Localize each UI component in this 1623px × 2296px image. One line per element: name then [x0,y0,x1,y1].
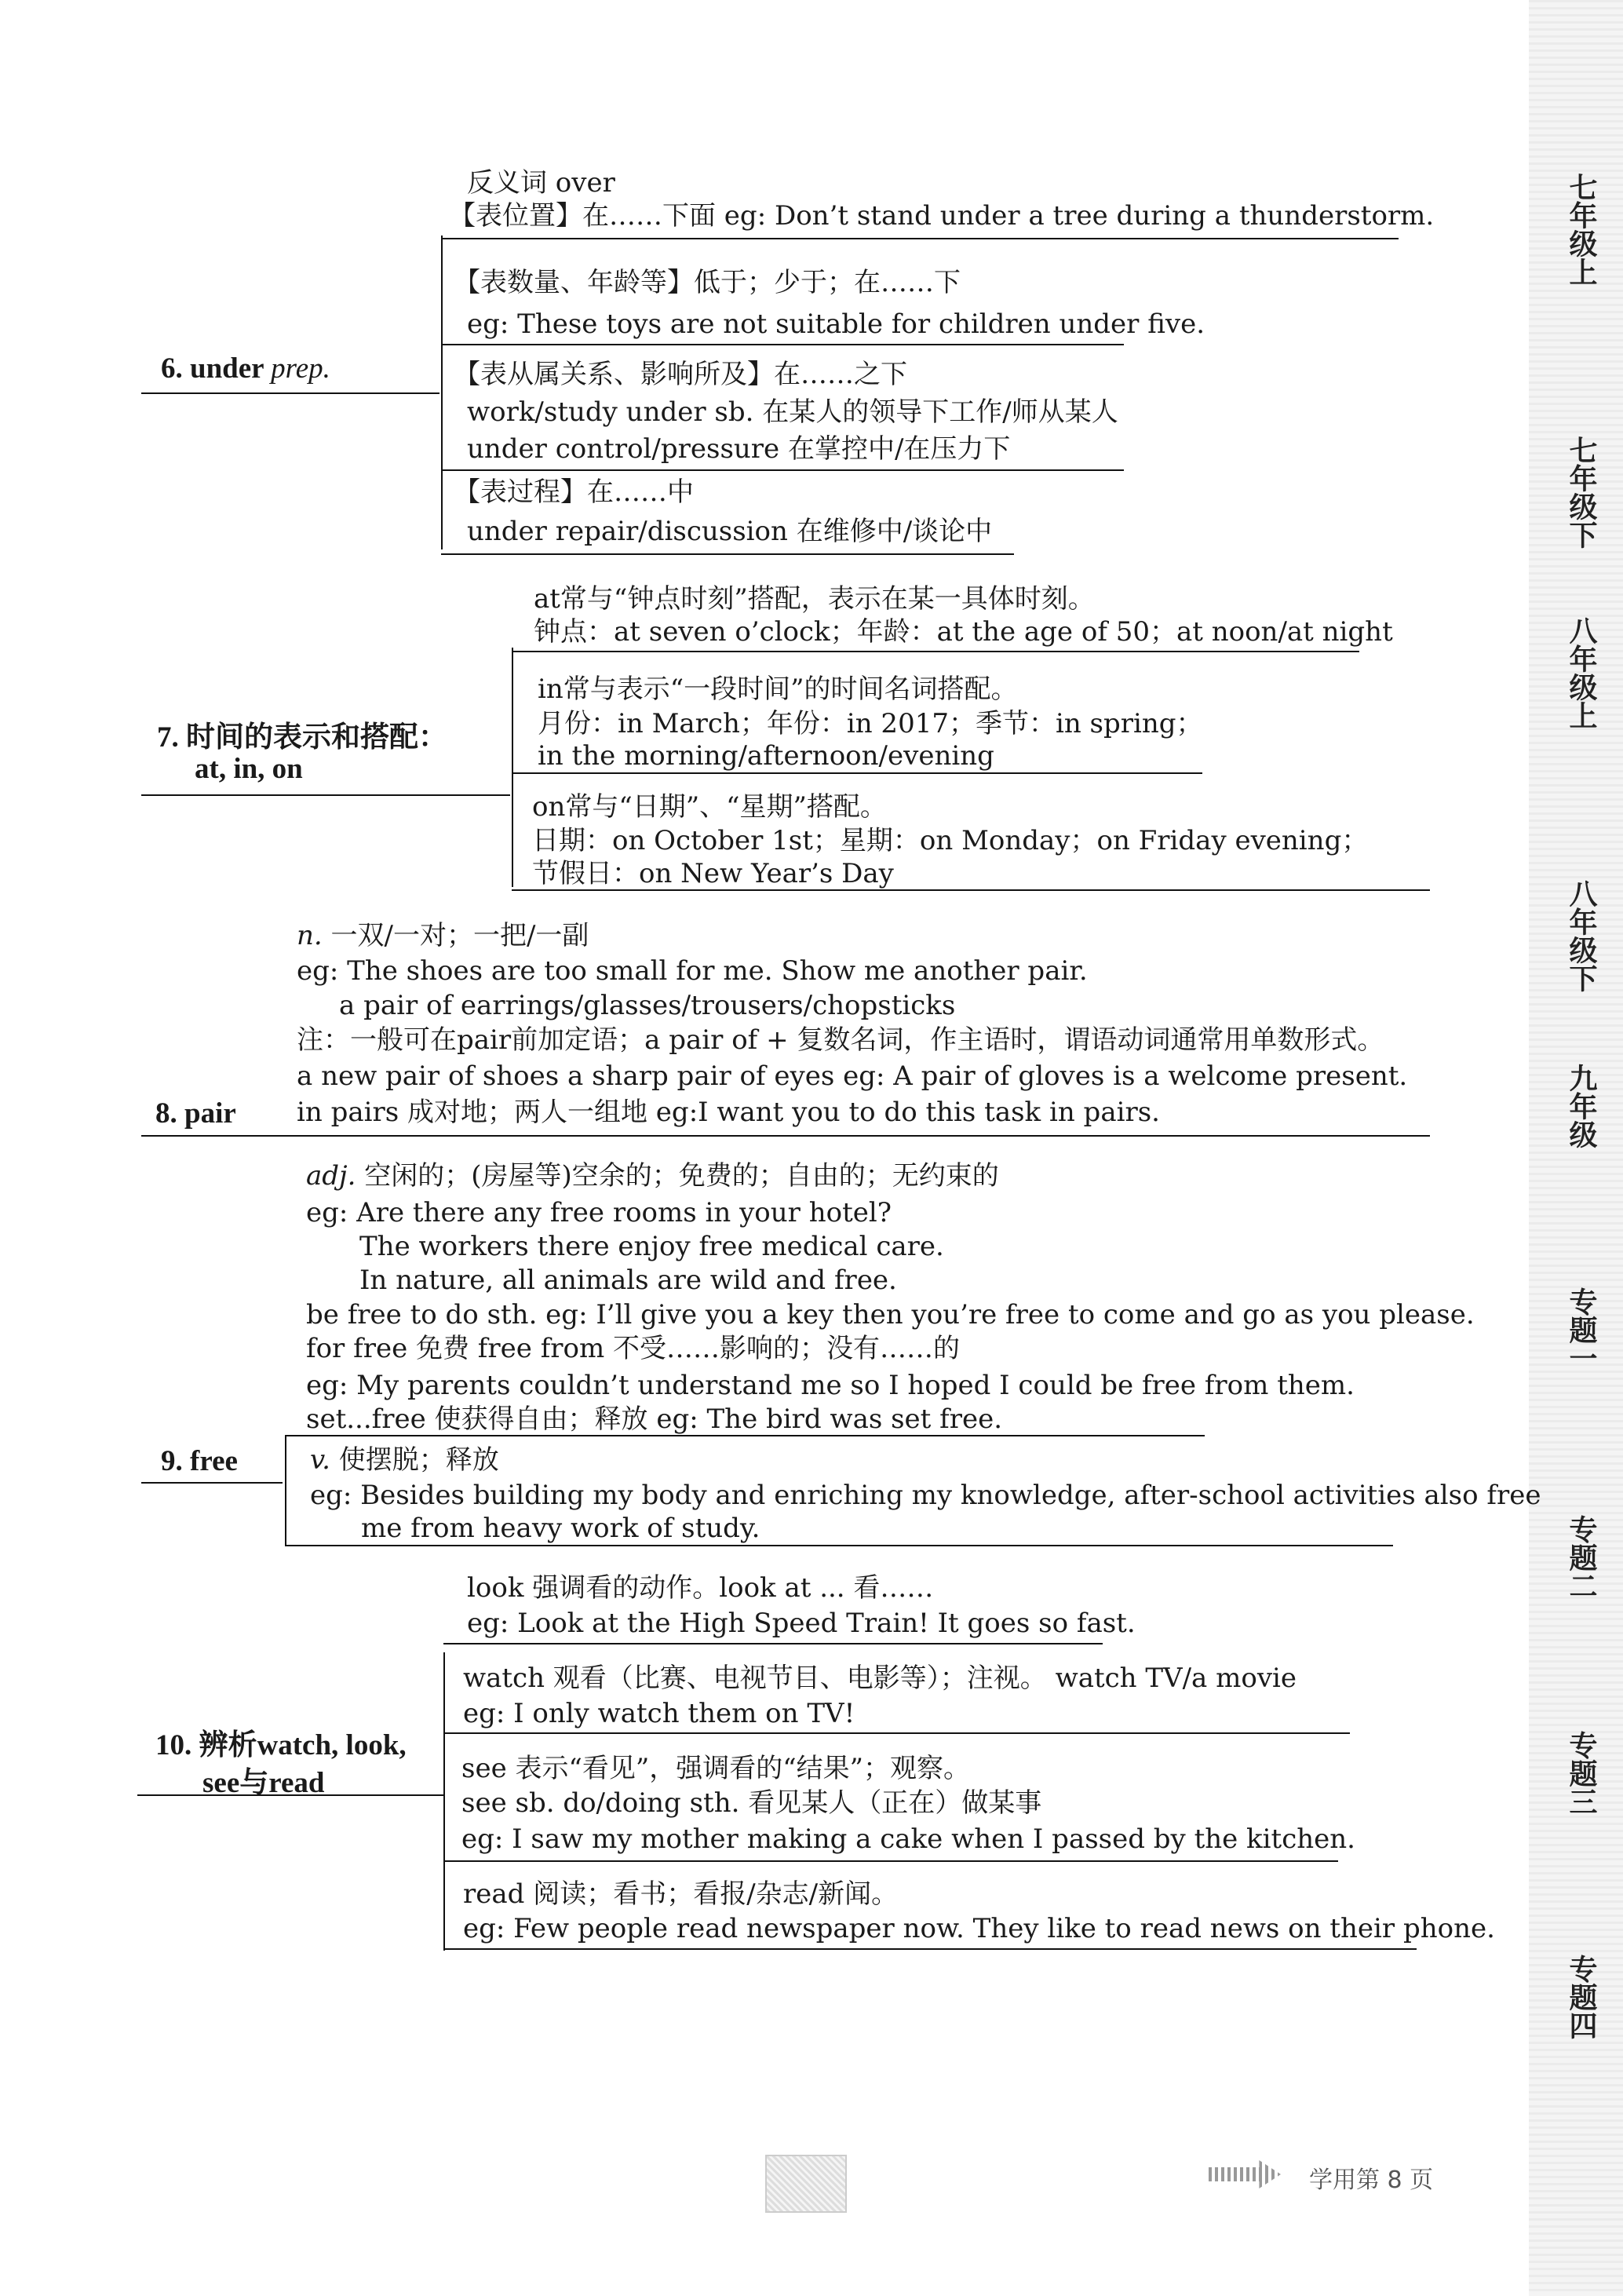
page-number-badge [765,2155,847,2213]
heading-underline [141,794,510,796]
on-examples-2: 节假日：on New Year’s Day [532,858,894,889]
read-example: eg: Few people read newspaper now. They like to read news on their phone. [463,1913,1495,1944]
brace-line [512,648,513,887]
see-collocation: see sb. do/doing sth. 看见某人（正在）做某事 [461,1787,1042,1819]
brace-line [443,1652,445,1951]
at-rule: at常与“钟点时刻”搭配，表示在某一具体时刻。 [534,583,1095,615]
quantity-example: eg: These toys are not suitable for children under five. [467,308,1205,340]
divider [286,1435,1205,1436]
divider [285,1545,1393,1546]
divider [443,1948,1417,1950]
free-adj-meaning: adj. 空闲的；(房屋等)空余的；免费的；自由的；无约束的 [306,1160,999,1192]
subordination-example-1: work/study under sb. 在某人的领导下工作/师从某人 [467,396,1118,428]
divider [441,553,1014,555]
divider [441,469,1124,471]
free-phrases: for free 免费 free from 不受……影响的；没有……的 [306,1333,961,1364]
brace-line [441,235,443,549]
tab-grade7-vol1[interactable]: 七年级上 [1565,173,1597,286]
free-verb-example-cont: me from heavy work of study. [361,1513,760,1544]
tab-grade7-vol2[interactable]: 七年级下 [1565,436,1597,549]
heading-free: 9. free [161,1445,238,1477]
tab-grade8-vol2[interactable]: 八年级下 [1565,879,1597,992]
subordination-meaning: 【表从属关系、影响所及】在……之下 [454,359,907,390]
tab-topic4[interactable]: 专题四 [1565,1955,1597,2039]
divider [512,772,1202,774]
heading-underline [141,1482,283,1484]
page-number-text: 学用第 8 页 [1309,2166,1434,2194]
heading-under: 6. under prep. [161,352,330,385]
brace-line [285,1435,286,1546]
heading-distinguish-1: 10. 辨析watch, look, [155,1729,407,1761]
tab-topic3[interactable]: 专题三 [1565,1731,1597,1816]
free-to-do: be free to do sth. eg: I’ll give you a key then you’re free to come and go as you please. [306,1299,1475,1331]
read-meaning: read 阅读；看书；看报/杂志/新闻。 [463,1878,899,1910]
divider [141,1135,1430,1137]
chapter-sidebar [1529,0,1623,2296]
watermark-mark [200,1554,243,1691]
subordination-example-2: under control/pressure 在掌控中/在压力下 [467,433,1011,465]
position-meaning: 【表位置】在……下面 eg: Don’t stand under a tree during a thunderstorm. [449,200,1435,232]
heading-time-1: 7. 时间的表示和搭配： [157,721,447,754]
heading-distinguish-2: see与read [202,1767,325,1799]
see-example: eg: I saw my mother making a cake when I passed by the kitchen. [461,1823,1355,1855]
at-examples: 钟点：at seven o’clock；年龄：at the age of 50；at noon/at night [534,616,1393,648]
quantity-meaning: 【表数量、年龄等】低于；少于；在……下 [454,267,961,298]
look-example: eg: Look at the High Speed Train! It goes so fast. [467,1608,1136,1639]
tab-grade9[interactable]: 九年级 [1565,1064,1597,1148]
pair-noun-meaning: n. 一双/一对；一把/一副 [297,920,589,951]
divider [512,651,1359,652]
free-verb-meaning: v. 使摆脱；释放 [310,1444,499,1476]
heading-pair: 8. pair [155,1097,236,1130]
free-example-1: eg: Are there any free rooms in your hotel? [306,1197,892,1228]
on-examples-1: 日期：on October 1st；星期：on Monday；on Friday evening； [532,825,1369,856]
free-example-2: The workers there enjoy free medical care. [359,1231,944,1262]
in-rule: in常与表示“一段时间”的时间名词搭配。 [538,673,1018,705]
see-meaning: see 表示“看见”，强调看的“结果”；观察。 [461,1753,971,1784]
in-examples-1: 月份：in March；年份：in 2017；季节：in spring； [538,708,1203,739]
set-free: set...free 使获得自由；释放 eg: The bird was set free. [306,1404,1003,1435]
divider [441,344,1124,345]
divider [512,889,1430,891]
divider [443,1860,1338,1862]
tab-topic2[interactable]: 专题二 [1565,1515,1597,1600]
free-example-3: In nature, all animals are wild and free. [359,1265,897,1296]
tab-grade8-vol1[interactable]: 八年级上 [1565,616,1597,729]
pair-collocations: a pair of earrings/glasses/trousers/chopsticks [339,990,956,1021]
pair-example-2: a new pair of shoes a sharp pair of eyes eg: A pair of gloves is a welcome present. [297,1060,1408,1092]
free-example-4: eg: My parents couldn’t understand me so I hoped I could be free from them. [306,1370,1355,1401]
tab-topic1[interactable]: 专题一 [1565,1287,1597,1372]
heading-underline [137,1794,443,1796]
arrow-icon [1209,2160,1281,2188]
divider [441,238,1399,239]
watch-meaning: watch 观看（比赛、电视节目、电影等）；注视。 watch TV/a movie [463,1663,1297,1694]
watch-example: eg: I only watch them on TV! [463,1698,855,1729]
pair-example-3: in pairs 成对地；两人一组地 eg:I want you to do this task in pairs. [297,1097,1160,1128]
pair-note: 注：一般可在pair前加定语；a pair of + 复数名词，作主语时，谓语动词通常用单数形式。 [297,1024,1384,1056]
free-verb-example: eg: Besides building my body and enriching my knowledge, after-school activities also free [310,1480,1541,1511]
divider [443,1732,1350,1734]
antonym-line: 反义词 over [467,167,615,199]
on-rule: on常与“日期”、“星期”搭配。 [532,791,887,823]
in-examples-2: in the morning/afternoon/evening [538,740,994,772]
look-meaning: look 强调看的动作。look at ... 看…… [467,1572,934,1604]
heading-time-2: at, in, on [195,753,303,785]
divider [443,1643,1103,1644]
process-example: under repair/discussion 在维修中/谈论中 [467,516,993,547]
pair-example-1: eg: The shoes are too small for me. Show me another pair. [297,955,1088,987]
heading-underline [141,392,439,394]
process-meaning: 【表过程】在……中 [454,476,694,508]
